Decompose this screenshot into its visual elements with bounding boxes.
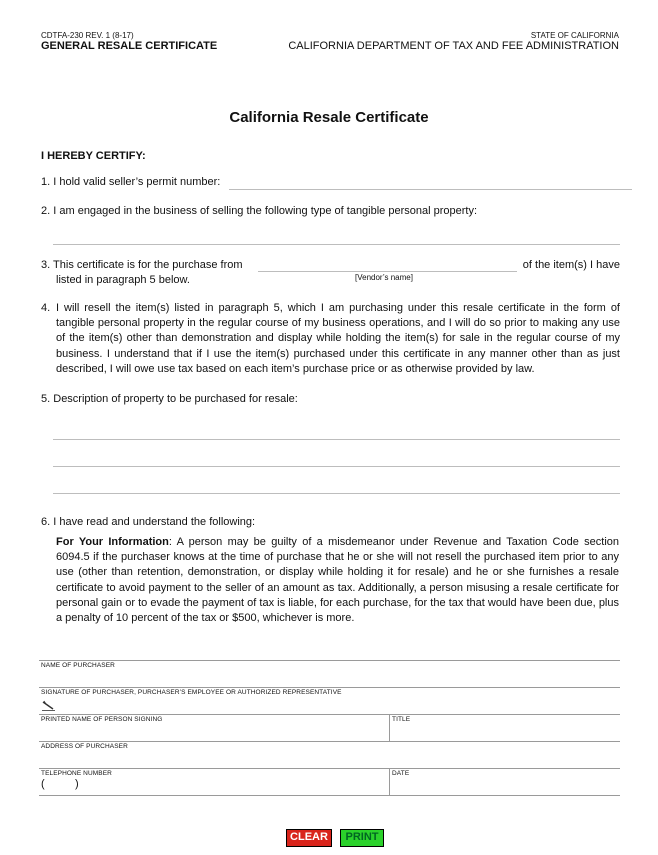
item-4-text: I will resell the item(s) listed in paragraph 5, which I am purchasing under this resale certificate in the form of tangible personal property in the regular course of my business operations, and I will do so prior to making any use of the item(s) other than demonstration and display while holding the item(s) for sale in the regular course of my business. I understand that if I use the item(s) purchased under this certificate in any manner other than as just described, I will owe use tax based on each item’s purchase price or as otherwise provided by law. xyxy=(56,302,620,375)
property-description-line-2[interactable] xyxy=(53,466,620,467)
department-label: CALIFORNIA DEPARTMENT OF TAX AND FEE ADMINISTRATION xyxy=(288,40,619,52)
item-2-number: 2. xyxy=(41,205,51,217)
item-4 xyxy=(41,301,620,377)
state-label: STATE OF CALIFORNIA xyxy=(530,31,619,40)
property-type-field[interactable] xyxy=(53,244,620,245)
item-1 xyxy=(41,175,220,190)
clear-button[interactable]: CLEAR xyxy=(286,829,332,847)
telephone-label: TELEPHONE NUMBER xyxy=(41,770,112,777)
date-label: DATE xyxy=(392,770,410,777)
info-text: : A person may be guilty of a misdemeanor under Revenue and Taxation Code section 6094.5 if the purchaser knows at the time of purchase that he or she will not resell the purchased item prior to any use (other than retention, demonstration, or display while holding it for resale) and he or she furnishes a resale certificate to avoid payment to the seller of an amount as tax. Additionally, a person misusing a resale certificate for personal gain or to evade the payment of tax is liable, for each purchase, for the tax that would have been due, plus a penalty of 10 percent of the tax or $500, whichever is more. xyxy=(56,536,619,625)
divider xyxy=(389,768,390,795)
printed-name-field[interactable] xyxy=(39,724,388,741)
property-description-line-3[interactable] xyxy=(53,493,620,494)
title-label: TITLE xyxy=(392,716,411,723)
item-3-text-a: This certificate is for the purchase from xyxy=(53,259,243,271)
item-1-text: I hold valid seller’s permit number: xyxy=(53,176,221,188)
divider xyxy=(39,795,620,796)
name-of-purchaser-label: NAME OF PURCHASER xyxy=(41,662,115,669)
item-6-number: 6. xyxy=(41,516,51,528)
item-3-number: 3. xyxy=(41,259,51,271)
phone-open-paren: ( xyxy=(41,778,45,790)
info-label: For Your Information xyxy=(56,536,169,548)
item-2-text: I am engaged in the business of selling the following type of tangible personal property: xyxy=(53,205,478,217)
item-3-text-c: listed in paragraph 5 below. xyxy=(56,274,190,286)
vendor-caption: [Vendor’s name] xyxy=(355,273,413,282)
pen-icon xyxy=(41,699,57,711)
signature-label: SIGNATURE OF PURCHASER, PURCHASER’S EMPLOYEE OR AUTHORIZED REPRESENTATIVE xyxy=(41,689,342,696)
form-id: CDTFA-230 REV. 1 (8-17) xyxy=(41,31,134,40)
address-field[interactable] xyxy=(39,751,620,768)
print-button[interactable]: PRINT xyxy=(340,829,384,847)
item-2 xyxy=(41,204,477,219)
item-6 xyxy=(41,515,255,530)
printed-name-label: PRINTED NAME OF PERSON SIGNING xyxy=(41,716,163,723)
page-title: California Resale Certificate xyxy=(229,109,429,126)
divider xyxy=(39,714,620,715)
info-paragraph xyxy=(56,535,619,626)
date-field[interactable] xyxy=(391,778,620,795)
sellers-permit-number-field[interactable] xyxy=(229,189,632,190)
form-name: GENERAL RESALE CERTIFICATE xyxy=(41,40,218,52)
property-description-line-1[interactable] xyxy=(53,439,620,440)
item-5 xyxy=(41,392,298,407)
item-1-number: 1. xyxy=(41,176,51,188)
divider xyxy=(39,741,620,742)
item-5-number: 5. xyxy=(41,393,51,405)
item-3 xyxy=(41,258,243,273)
divider xyxy=(39,768,620,769)
certify-heading: I HEREBY CERTIFY: xyxy=(41,150,146,162)
title-field[interactable] xyxy=(391,724,620,741)
item-5-text: Description of property to be purchased for resale: xyxy=(53,393,298,405)
vendor-name-field[interactable] xyxy=(258,271,517,272)
divider xyxy=(389,714,390,741)
telephone-field[interactable] xyxy=(48,778,388,794)
phone-close-paren: ) xyxy=(75,778,79,790)
name-of-purchaser-field[interactable] xyxy=(39,670,620,687)
divider xyxy=(39,687,620,688)
signature-field[interactable] xyxy=(60,697,620,713)
divider xyxy=(39,660,620,661)
address-label: ADDRESS OF PURCHASER xyxy=(41,743,128,750)
item-6-text: I have read and understand the following: xyxy=(53,516,256,528)
item-3-text-b: of the item(s) I have xyxy=(522,259,620,271)
item-4-number: 4. xyxy=(41,302,51,314)
